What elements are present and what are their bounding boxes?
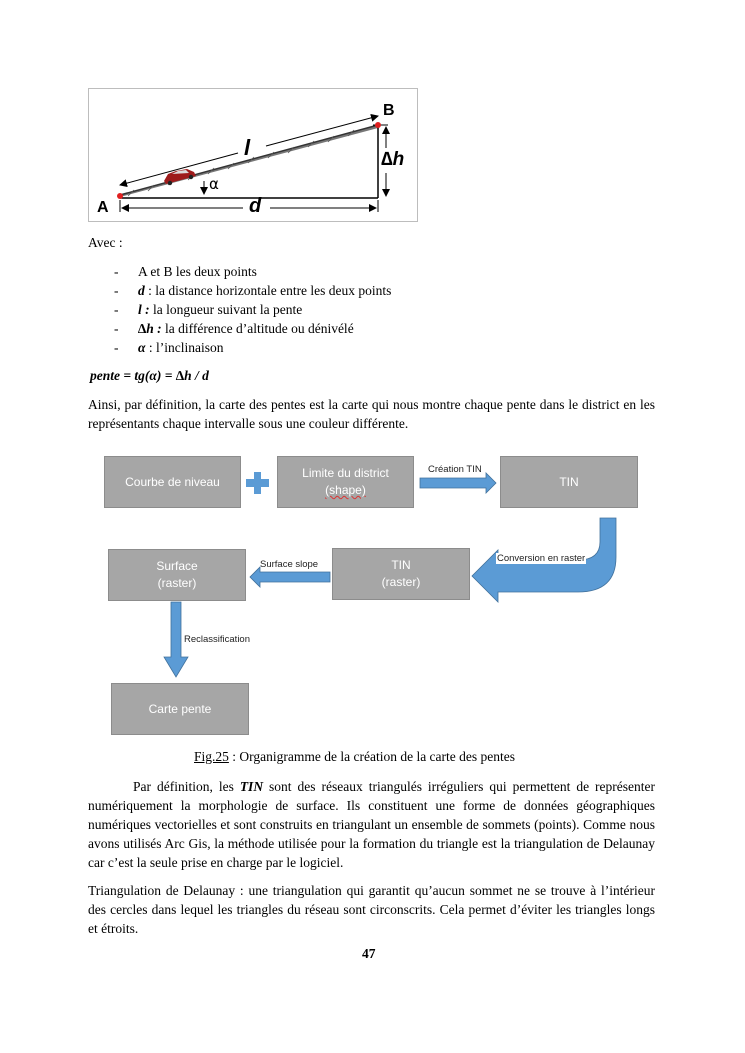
slope-diagram (88, 88, 418, 222)
box-tin-raster: TIN (raster) (332, 548, 470, 600)
definition-list (114, 262, 634, 357)
plus-icon (246, 472, 269, 494)
arrow-creation-tin (420, 473, 496, 493)
label-alpha: α (209, 175, 219, 193)
paragraph-2: Par définition, les TIN sont des réseaux triangulés irréguliers qui permettent de représenter numériquement la morphologie de surface. Ils constituent une forme de données géographiques numériques vectorielles et sont construits en triangulant un ensemble de sommets (points). Comme nous avons utilisés Arc Gis, la méthode utilisée pour la formation du triangle est la triangulation de Delaunay car c’est la seule prise en charge par le logiciel. (88, 779, 655, 870)
label-delta-h: ∆h (381, 149, 405, 170)
box-courbe-de-niveau: Courbe de niveau (104, 456, 241, 508)
label-l: l (244, 135, 251, 160)
figure-caption (194, 748, 515, 767)
arrow-surface-slope (250, 567, 330, 587)
box-tin: TIN (500, 456, 638, 508)
point-b (375, 122, 381, 128)
label-a: A (97, 199, 109, 216)
label-creation-tin: Création TIN (428, 464, 482, 475)
label-b: B (383, 102, 395, 119)
box-surface-raster: Surface (raster) (108, 549, 246, 601)
figure-number: Fig.25 (194, 749, 229, 764)
point-a (117, 193, 123, 199)
label-surface-slope: Surface slope (260, 559, 319, 570)
page-number: 47 (362, 946, 376, 961)
avec-label: Avec : (88, 235, 123, 250)
paragraph-1: Ainsi, par définition, la carte des pentes est la carte qui nous montre chaque pente dans le district en les représentants chaque intervalle sous une couleur différente. (88, 397, 655, 431)
figure-title: : Organigramme de la création de la carte des pentes (228, 749, 516, 764)
label-d: d (249, 195, 262, 217)
box-carte-pente: Carte pente (111, 683, 249, 735)
tin-term: TIN (239, 779, 264, 794)
paragraph-3: Triangulation de Delaunay : une triangulation qui garantit qu’aucun sommet ne se trouve à l’intérieur des cercles dans lequel les triangles du réseau sont circonscrits. Cela permet d’éviter les triangles longs et étroits. (88, 883, 655, 936)
box-limite-district: Limite du district (shape) (277, 456, 414, 508)
label-conversion-raster: Conversion en raster (497, 553, 586, 564)
definition-item: - ∆h : la différence d’altitude ou dénivélé (114, 321, 354, 336)
slope-formula: pente = tg(α) = ∆h / d (90, 368, 209, 383)
definition-item: - A et B les deux points (114, 264, 257, 279)
label-reclassification: Reclassification (184, 634, 250, 645)
definition-item: - l : la longueur suivant la pente (114, 302, 303, 317)
definition-item: - d : la distance horizontale entre les deux points (114, 283, 392, 298)
flowchart (100, 452, 645, 737)
definition-item: - α : l’inclinaison (114, 340, 224, 355)
